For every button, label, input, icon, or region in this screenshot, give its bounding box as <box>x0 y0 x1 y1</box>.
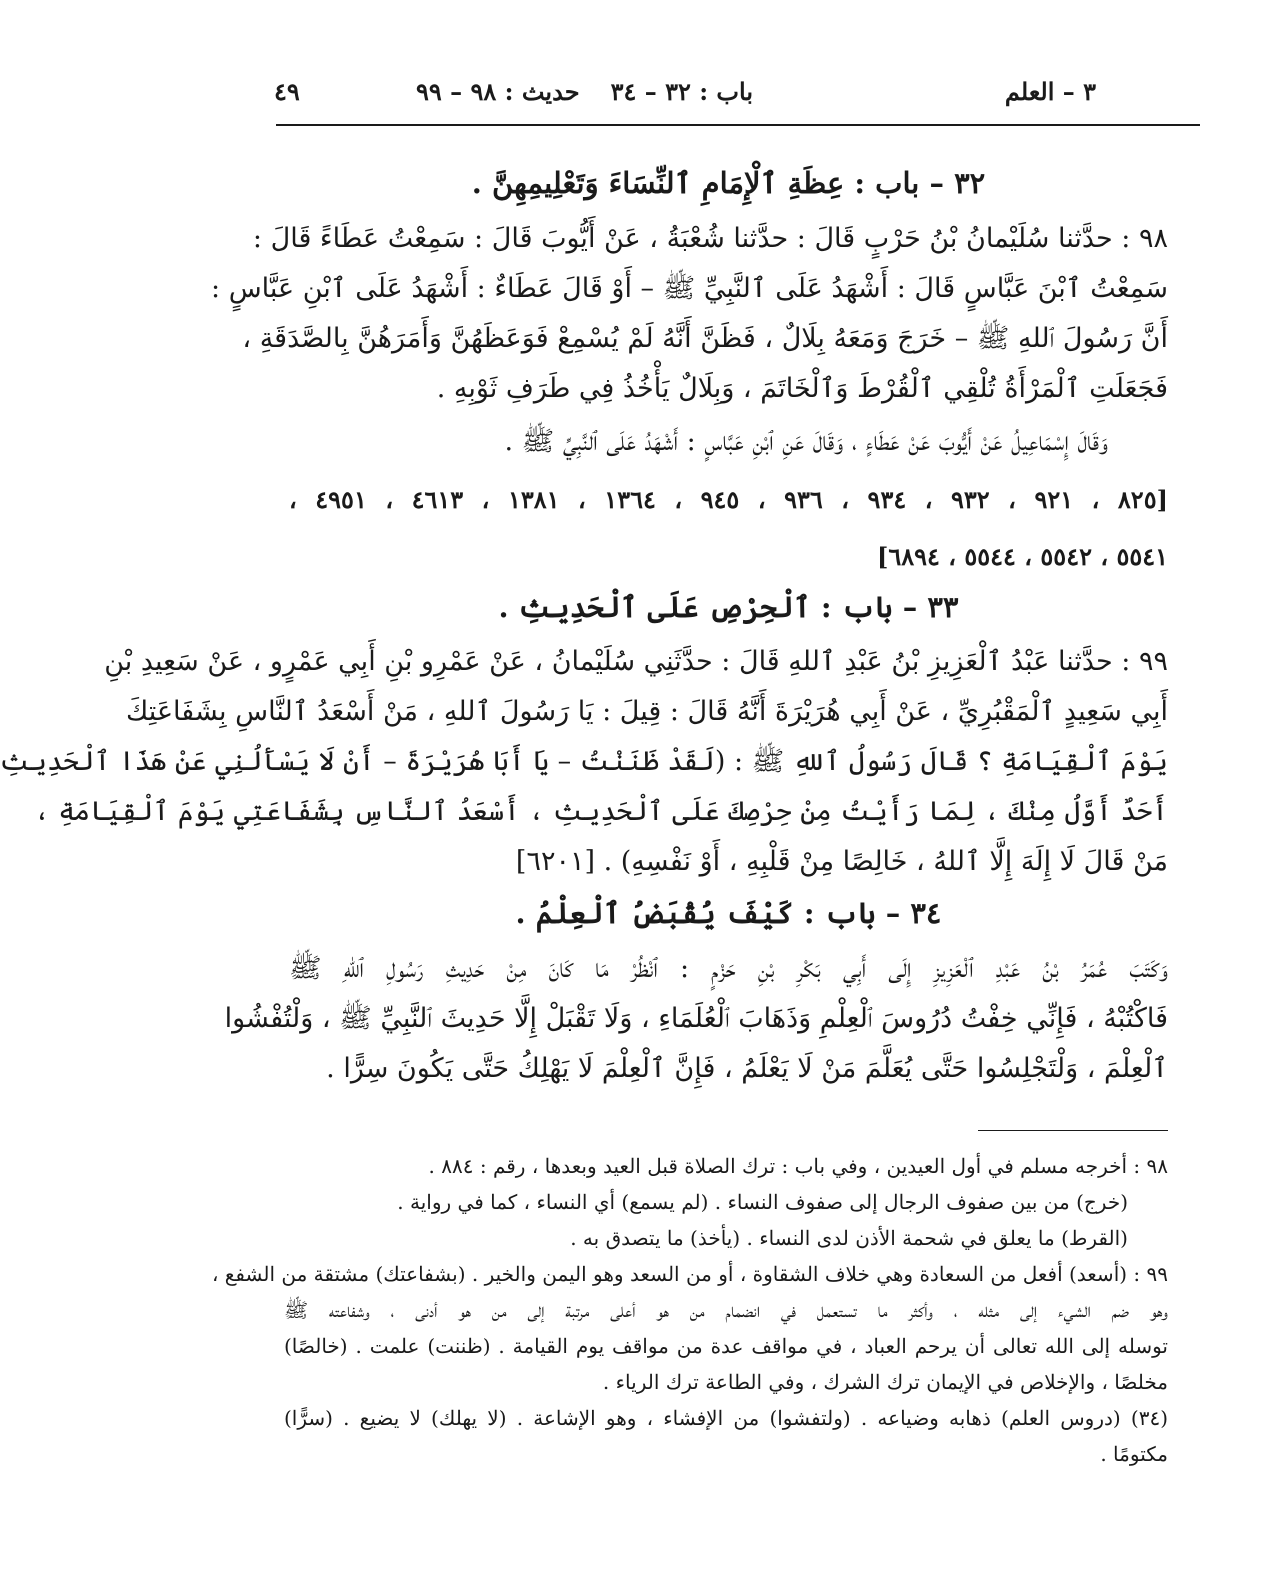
section-heading-32: ٣٢ – باب : عِظَةِ ٱلْإِمَامِ ٱلنِّسَاءَ وَتَعْلِيمِهِنَّ . <box>471 166 986 200</box>
footnote-line: ٩٨ : أخرجه مسلم في أول العيدين ، وفي باب : ترك الصلاة قبل العيد وبعدها ، رقم : ٨٨٤ . <box>428 1154 1168 1178</box>
hadith-99-line: أَبِي سَعِيدٍ ٱلْمَقْبُرِيِّ ، عَنْ أَبِي هُرَيْرَةَ أَنَّهُ قَالَ : قِيلَ : يَا رَسُولَ ٱللهِ ، مَنْ أَسْعَدُ ٱلنَّاسِ بِشَفَاعَتِكَ <box>126 696 1168 727</box>
header-chapter: ٣ – العلم <box>1004 77 1096 106</box>
footnote-line: (٣٤) (دروس العلم) ذهابه وضياعه . (ولتفشوا) من الإفشاء ، وهو الإشاعة . (لا يهلك) لا يضيع . (سرًّا) <box>284 1406 1168 1430</box>
hadith-98-line: وَقَالَ إِسْمَاعِيلُ عَنْ أَيُّوبَ عَنْ عَطَاءٍ ، وَقَالَ عَنِ ٱبْنِ عَبَّاسٍ : أَشْهَدُ عَلَى ٱلنَّبِيِّ ﷺ . <box>504 426 1108 457</box>
cross-references: ٥٥٤١ ، ٥٥٤٢ ، ٥٥٤٤ ، ٦٨٩٤] <box>876 542 1168 571</box>
footnote-line: ٩٩ : (أسعد) أفعل من السعادة وهي خلاف الشقاوة ، أو من السعد وهو اليمن والخير . (بشفاعتك) مشتقة من الشفع ، <box>211 1262 1168 1286</box>
footnote-line: (القرط) ما يعلق في شحمة الأذن لدى النساء . (يأخذ) ما يتصدق به . <box>570 1226 1128 1250</box>
header-bab-range: باب : ٣٢ – ٣٤ <box>610 77 753 106</box>
footnote-line: توسله إلى الله تعالى أن يرحم العباد ، في مواقف عدة من مواقف يوم القيامة . (ظننت) علمت . (خالصًا) <box>284 1334 1168 1358</box>
hadith-99-line: أَحَدٌ أَوَّلُ مِنْكَ ، لِمَا رَأَيْتُ مِنْ حِرْصِكَ عَلَى ٱلْحَدِيثِ ، أَسْعَدُ ٱلنَّاسِ بِشَفَاعَتِي يَوْمَ ٱلْقِيَامَةِ ، <box>34 796 1168 827</box>
header-hadith-range: حديث : ٩٨ – ٩٩ <box>416 77 580 106</box>
hadith-98-line: ٩٨ : حدَّثنا سُلَيْمانُ بْنُ حَرْبٍ قَالَ : حدَّثنا شُعْبَةُ ، عَنْ أَيُّوبَ قَالَ : سَمِعْتُ عَطَاءً قَالَ : <box>252 223 1168 254</box>
section-34-line: ٱلْعِلْمَ ، وَلْتَجْلِسُوا حَتَّى يُعَلَّمَ مَنْ لَا يَعْلَمُ ، فَإِنَّ ٱلْعِلْمَ لَا يَهْلِكُ حَتَّى يَكُونَ سِرًّا . <box>326 1053 1168 1084</box>
hadith-98-line: سَمِعْتُ ٱبْنَ عَبَّاسٍ قَالَ : أَشْهَدُ عَلَى ٱلنَّبِيِّ ﷺ – أَوْ قَالَ عَطَاءٌ : أَشْهَدُ عَلَى ٱبْنِ عَبَّاسٍ : <box>211 273 1168 304</box>
footnote-divider <box>978 1130 1168 1131</box>
cross-references: [٨٢٥ ، ٩٢١ ، ٩٣٢ ، ٩٣٤ ، ٩٣٦ ، ٩٤٥ ، ١٣٦٤ ، ١٣٨١ ، ٤٦١٣ ، ٤٩٥١ ، <box>289 485 1168 514</box>
footnote-line: مخلصًا ، والإخلاص في الإيمان ترك الشرك ، وفي الطاعة ترك الرياء . <box>602 1370 1168 1394</box>
footnote-line: (خرج) من بين صفوف الرجال إلى صفوف النساء . (لم يسمع) أي النساء ، كما في رواية . <box>397 1190 1128 1214</box>
hadith-98-line: فَجَعَلَتِ ٱلْمَرْأَةُ تُلْقِي ٱلْقُرْطَ وَٱلْخَاتَمَ ، وَبِلَالٌ يَأْخُذُ فِي طَرَفِ ثَوْبِهِ . <box>436 373 1168 404</box>
hadith-99-line: ٩٩ : حدَّثنا عَبْدُ ٱلْعَزِيزِ بْنُ عَبْدِ ٱللهِ قَالَ : حدَّثَنِي سُلَيْمانُ ، عَنْ عَمْرِو بْنِ أَبِي عَمْرٍو ، عَنْ سَعِيدِ بْنِ <box>104 646 1168 677</box>
hadith-99-line: مَنْ قَالَ لَا إِلَهَ إِلَّا ٱللهُ ، خَالِصًا مِنْ قَلْبِهِ ، أَوْ نَفْسِهِ) . [٦٢٠١] <box>515 846 1168 877</box>
page-number: ٤٩ <box>274 77 300 106</box>
footnote-line: وهو ضم الشيء إلى مثله ، وأكثر ما تستعمل في انضمام من هو أعلى مرتبة إلى من هو أدنى ، وشفاعته ﷺ <box>284 1298 1168 1322</box>
section-heading-33: ٣٣ – باب : ٱلْحِرْصِ عَلَى ٱلْحَدِيثِ . <box>498 590 959 624</box>
section-34-line: فَاكْتُبْهُ ، فَإِنِّي خِفْتُ دُرُوسَ ٱلْعِلْمِ وَذَهَابَ ٱلْعُلَمَاءِ ، وَلَا تَقْبَلْ إِلَّا حَدِيثَ ٱلنَّبِيِّ ﷺ ، وَلْتُفْشُوا <box>224 1003 1168 1034</box>
section-34-line: وَكَتَبَ عُمَرُ بْنُ عَبْدِ ٱلْعَزِيزِ إِلَى أَبِي بَكْرِ بْنِ حَزْمٍ : ٱنْظُرْ مَا كَانَ مِنْ حَدِيثِ رَسُولِ ٱللهِ ﷺ <box>289 953 1168 984</box>
hadith-99-line: يَوْمَ ٱلْقِيَامَةِ ؟ قَالَ رَسُولُ ٱللهِ ﷺ : (لَقَدْ ظَنَنْتُ – يَا أَبَا هُرَيْرَةَ – أَنْ لَا يَسْأَلُنِي عَنْ هَذَا ٱلْحَدِيثِ <box>0 746 1168 777</box>
header-divider <box>276 124 1200 126</box>
footnote-line: مكتومًا . <box>1100 1442 1168 1466</box>
hadith-98-line: أَنَّ رَسُولَ ٱللهِ ﷺ – خَرَجَ وَمَعَهُ بِلَالٌ ، فَظَنَّ أَنَّهُ لَمْ يُسْمِعْ فَوَعَظَهُنَّ وَأَمَرَهُنَّ بِالصَّدَقَةِ ، <box>242 323 1168 354</box>
section-heading-34: ٣٤ – باب : كَيْفَ يُقْبَضُ ٱلْعِلْمُ . <box>515 896 942 930</box>
